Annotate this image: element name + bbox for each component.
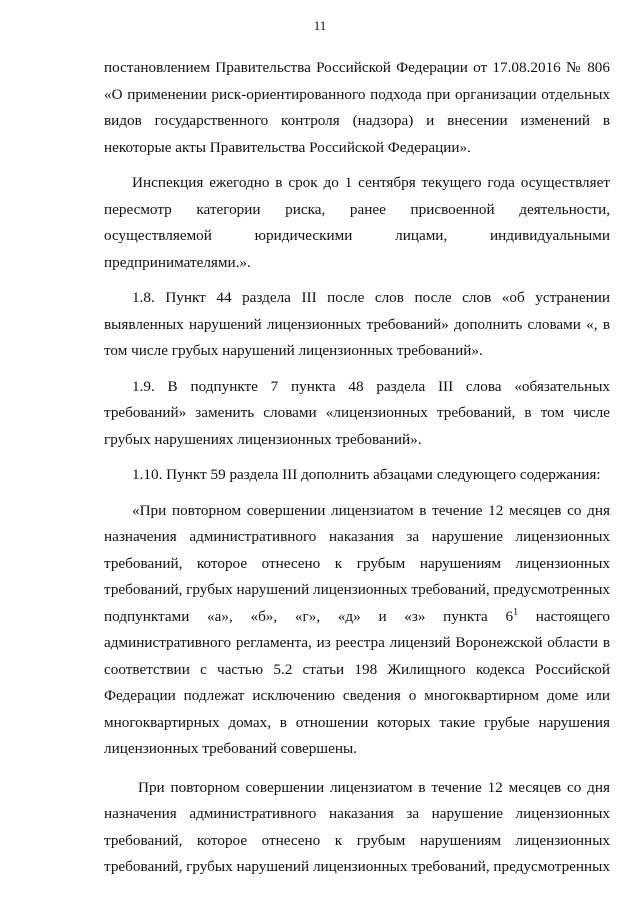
superscript-footnote: 1: [513, 606, 519, 618]
paragraph-quoted-amendment: [104, 498, 610, 763]
paragraph-resolution-reference: постановлением Правительства Российской Федерации от 17.08.2016 № 806 «О применении риск-ориентированного подхода при организации отдельных видов государственного контроля (надзора) и внесении изменений в некоторые акты Правительства Российской Федерации».: [104, 59, 610, 156]
paragraph-item-1-10: 1.10. Пункт 59 раздела III дополнить абзацами следующего содержания:: [132, 466, 601, 483]
document-body: [104, 55, 610, 890]
paragraph-repeat-violation: При повторном совершении лицензиатом в течение 12 месяцев со дня назначения административного наказания за нарушение лицензионных требований, которое отнесено к грубым нарушениям лицензионных требований, грубых нарушений лицензионных требований, предусмотренных: [104, 778, 610, 875]
page-number: 11: [313, 18, 327, 33]
quoted-amendment-text-start: «При повторном совершении лицензиатом в течение 12 месяцев со дня назначения административного наказания за нарушение лицензионных требований, которое отнесено к грубым нарушениям лицензионных требований, грубых нарушений лицензионных требований, предусмотренных подпунктами «а», «б», «г», «д» и «з» пункта 6: [104, 501, 610, 625]
paragraph-inspection-review: Инспекция ежегодно в срок до 1 сентября текущего года осуществляет пересмотр категории риска, ранее присвоенной деятельности, осуществляемой юридическими лицами, индивидуальными предпринимателями.».: [104, 174, 610, 271]
paragraph-item-1-9: 1.9. В подпункте 7 пункта 48 раздела III слова «обязательных требований» заменить словами «лицензионных требований, в том числе грубых нарушениях лицензионных требований».: [104, 377, 610, 448]
paragraph-item-1-8: 1.8. Пункт 44 раздела III после слов после слов «об устранении выявленных нарушений лицензионных требований» дополнить словами «, в том числе грубых нарушений лицензионных требований».: [104, 289, 610, 359]
quoted-amendment-text-end: настоящего административного регламента, из реестра лицензий Воронежской области в соответствии с частью 5.2 статьи 198 Жилищного кодекса Российской Федерации подлежат исключению сведения о многоквартирном доме или многоквартирных домах, в отношении которых такие грубые нарушения лицензионных требований совершены.: [104, 607, 611, 757]
